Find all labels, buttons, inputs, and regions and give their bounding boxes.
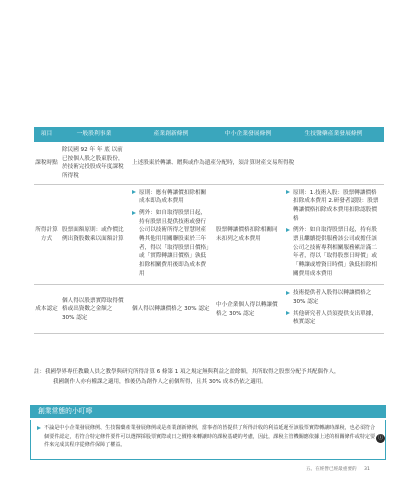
cell-cost-biotech [283,285,384,334]
list-item: 例外：如自取得股票日起，持有股票且提供技術或發行公司以技術所得之智慧財產轉其他用用關聯股東於三年者，得以「取得股票日價格」或「實際轉讓日價格」孰低扣除相關費用後即為成本費用 [132,209,210,278]
list-item: 不論是中小企業發展條例、生技醫藥產業發展條例或是產業創新條例，當事者的皆提供了所得計收的利益延遲至該股票實際轉讓時課稅，也必須符合個要件認定，若符合特定條件要件可以選擇採股票實際或日之價格來轉讓時的課稅基礎的考慮，因此，課稅主管機關應依據上述的相關條件或特定要件來完成其程序從條件保障了權益。 [37,424,379,450]
header-sme-development: 中小企業發展條例 [213,127,283,142]
header-general: 一般股利事業 [59,127,129,142]
cell-timing-merged: 上述股東於轉讓、贈與或作為遺產分配時，須計算財產交易所得稅 [129,142,384,184]
comparison-table [34,127,384,334]
cell-income-biotech [283,184,384,285]
triangle-bullet-icon [132,211,136,215]
row-label-cost: 成本認定 [34,285,59,334]
triangle-bullet-icon [132,190,136,194]
faq-box-body [30,420,386,460]
list-item: 其他研究者人員須提供支出單據，核實認定 [286,310,381,327]
triangle-bullet-icon [286,311,290,315]
footer-chapter: 五、在經營已經最重要的 [306,467,357,472]
page-footer [306,466,370,472]
list-item: 原則：應有轉讓價扣除相關成本即為成本費用 [132,189,210,206]
list-item: 例外：如自取得股票日起，持有股票且繼續提供服務該公司或擔任該公司之技術專利相關服務累計滿二年者，得以「取得股票日時價」或「轉讓或增資日時價」孰低扣除相關費用成本費用 [286,226,381,278]
table-footnote [34,368,384,387]
table-row-income [34,184,384,285]
table-row-timing [34,142,384,184]
header-item: 項目 [34,127,59,142]
page-number: 31 [364,467,370,472]
triangle-bullet-icon [37,426,41,430]
row-label-timing: 課稅時點 [34,142,59,184]
row-label-income: 所得計算方式 [34,184,59,285]
cell-cost-sme: 中小企業個人得以轉讓價格之 30% 認定 [213,285,283,334]
info-circle-icon: ⓘ [377,435,383,441]
triangle-bullet-icon [286,291,290,295]
cell-cost-innovation: 個人得以轉讓價格之 30% 認定 [129,285,213,334]
table-row-cost [34,285,384,334]
triangle-bullet-icon [286,190,290,194]
cell-income-sme: 股票轉讓價格扣除相關同未扣列之成本費用 [213,184,283,285]
cell-income-general: 股票面額原則：或作價比例出資股數乘以面額計算 [59,184,129,285]
list-item: 原則：1.技術入股：股票轉讓價格扣除成本費用 2.研發者認股：股票轉讓價格扣除成本費用扣除認股價格 [286,189,381,224]
cell-cost-general: 個人得以股票實際取得價格或出資數之金額之 30% 認定 [59,285,129,334]
footnote-line: 註：我國學界專任教職人員之教學與研究所得計算 6 條第 1 項之規定無與利益之盈餘額，其所取得之股票分配予其配偶作人， [34,369,340,375]
header-biotech: 生技醫藥產業發展條例 [283,127,384,142]
cell-income-innovation [129,184,213,285]
cell-timing-general: 除民國 92 年 年 底 以前已按個人股之股東股份，於技術完投股成年度課稅所得稅 [59,142,129,184]
footnote-line: 我國創作人亦有權課之適用，惟後仍為創作人之前個所得，且其 30% 成本仍依之適用。 [53,378,267,385]
header-industry-innovation: 產業創新條例 [129,127,213,142]
list-item: 技術提供者入股得以轉讓價格之 30% 認定 [286,289,381,306]
triangle-bullet-icon [286,228,290,232]
table-header-row [34,127,384,142]
faq-box-title: 創業常態的小叮嚀 [30,405,386,418]
